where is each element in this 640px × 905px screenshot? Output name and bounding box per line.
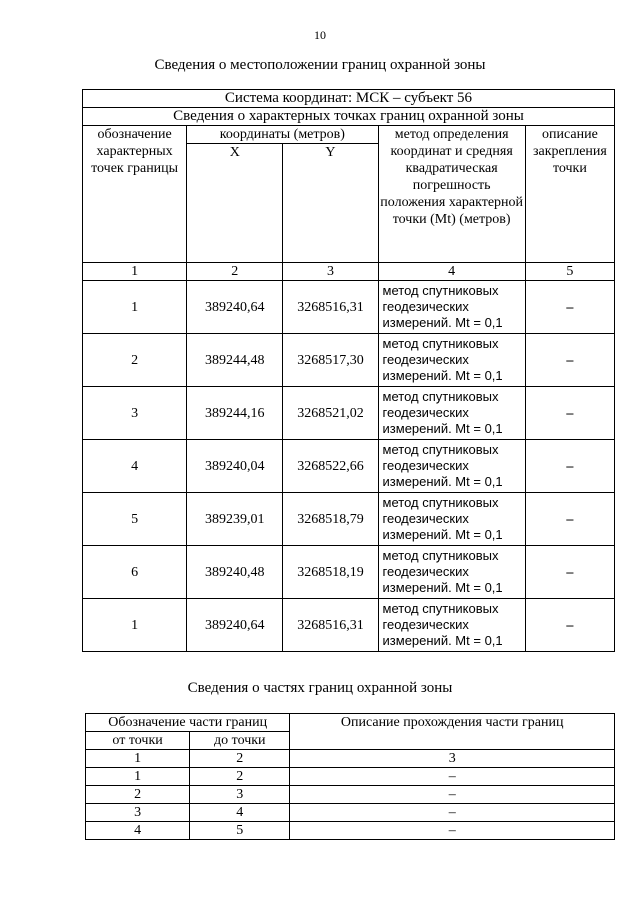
to-point: 2 [190,750,290,768]
header-x: X [187,144,283,263]
point-id: 6 [83,546,187,599]
table-row [83,493,615,546]
header-y: Y [283,144,378,263]
fixing-cell: – [525,599,614,652]
method-cell: метод спутниковых геодезических измерений. Mt = 0,1 [378,440,525,493]
coord-y: 3268518,79 [283,493,378,546]
table-row [86,804,615,822]
coord-system-row [83,90,615,108]
header-description: Описание прохождения части границ [290,714,615,750]
method-cell: метод спутниковых геодезических измерений. Mt = 0,1 [378,334,525,387]
from-point: 2 [86,786,190,804]
page-number: 10 [314,28,326,42]
method-cell: метод спутниковых геодезических измерений. Mt = 0,1 [378,493,525,546]
column-number: 5 [525,263,614,281]
from-point: 3 [86,804,190,822]
table-row [86,750,615,768]
table-row [83,334,615,387]
coord-y: 3268521,02 [283,387,378,440]
coord-y: 3268518,19 [283,546,378,599]
fixing-cell: – [525,281,614,334]
coord-x: 389240,48 [187,546,283,599]
column-number: 2 [187,263,283,281]
part-description: – [290,768,615,786]
from-point: 4 [86,822,190,840]
coord-y: 3268522,66 [283,440,378,493]
point-id: 5 [83,493,187,546]
from-point: 1 [86,750,190,768]
part-description: – [290,786,615,804]
method-cell: метод спутниковых геодезических измерений. Mt = 0,1 [378,281,525,334]
to-point: 2 [190,768,290,786]
subtitle-row [83,108,615,126]
fixing-cell: – [525,440,614,493]
method-cell: метод спутниковых геодезических измерений. Mt = 0,1 [378,599,525,652]
coord-system-label: Система координат: МСК – субъект 56 [83,90,615,108]
table-row [83,387,615,440]
fixing-cell: – [525,387,614,440]
to-point: 5 [190,822,290,840]
coord-x: 389239,01 [187,493,283,546]
table-row [86,786,615,804]
point-id: 2 [83,334,187,387]
column-number: 4 [378,263,525,281]
to-point: 3 [190,786,290,804]
table-row [83,281,615,334]
table-row [83,599,615,652]
location-title: Сведения о местоположении границ охранной зоны [154,57,486,73]
fixing-cell: – [525,493,614,546]
fixing-cell: – [525,546,614,599]
header-to-point: до точки [190,732,290,750]
part-description: – [290,822,615,840]
points-table [82,89,615,652]
coord-y: 3268516,31 [283,281,378,334]
to-point: 4 [190,804,290,822]
column-number: 3 [283,263,378,281]
header-coordinates: координаты (метров) [187,126,378,144]
table-row [83,440,615,493]
coord-x: 389244,16 [187,387,283,440]
point-id: 3 [83,387,187,440]
points-subtitle: Сведения о характерных точках границ охранной зоны [83,108,615,126]
method-cell: метод спутниковых геодезических измерений. Mt = 0,1 [378,546,525,599]
point-id: 4 [83,440,187,493]
header-part-designation: Обозначение части границ [86,714,290,732]
parts-title: Сведения о частях границ охранной зоны [187,680,453,696]
fixing-cell: – [525,334,614,387]
header-method: метод определения координат и средняя квадратическая погрешность положения характерной точки (Mt) (метров) [378,126,525,263]
column-number-row [83,263,615,281]
method-cell: метод спутниковых геодезических измерений. Mt = 0,1 [378,387,525,440]
coord-x: 389240,64 [187,599,283,652]
point-id: 1 [83,281,187,334]
header-fixing: описание закрепления точки [525,126,614,263]
coord-x: 389244,48 [187,334,283,387]
table-row [86,822,615,840]
header-from-point: от точки [86,732,190,750]
point-id: 1 [83,599,187,652]
column-number: 1 [83,263,187,281]
table-row [86,768,615,786]
part-description: 3 [290,750,615,768]
parts-header-row-1 [86,714,615,732]
coord-y: 3268517,30 [283,334,378,387]
coord-y: 3268516,31 [283,599,378,652]
coord-x: 389240,64 [187,281,283,334]
parts-table [85,713,615,840]
table-row [83,546,615,599]
coord-x: 389240,04 [187,440,283,493]
header-designation: обозначение характерных точек границы [83,126,187,263]
from-point: 1 [86,768,190,786]
part-description: – [290,804,615,822]
header-row-1 [83,126,615,144]
